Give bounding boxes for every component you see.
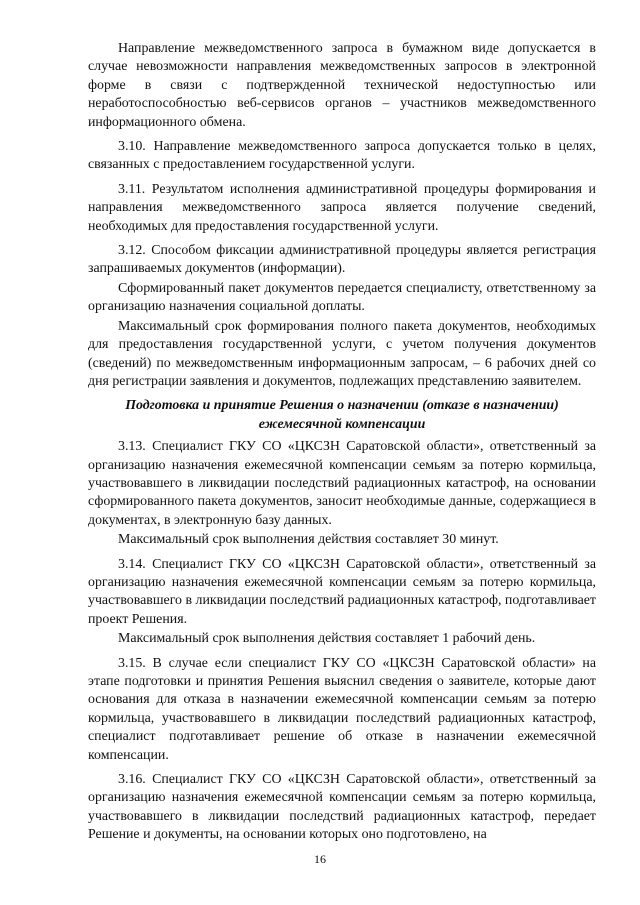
paragraph-3-15: 3.15. В случае если специалист ГКУ СО «ЦКСЗН Саратовской области» на этапе подготовки и принятия Решения выяснил сведения о заявителе, которые дают основания для отказа в назначении ежемесячной компенсации семьям за потерю кормильца, участвовавшего в ликвидации последствий радиационных катастроф, специалист подготавливает решение об отказе в назначении ежемесячной компенсации. (88, 655, 596, 763)
paragraph-max-term-package: Максимальный срок формирования полного пакета документов, необходимых для предоставления государственной услуги, с учетом получения документов (сведений) по межведомственным информационным запросам, – 6 рабочих дней со дня регистрации заявления и документов, подлежащих представлению заявителем. (88, 318, 596, 389)
paragraph-3-14: 3.14. Специалист ГКУ СО «ЦКСЗН Саратовской области», ответственный за организацию назначения ежемесячной компенсации семьям за потерю кормильца, участвовавшего в ликвидации последствий радиационных катастроф, подготавливает проект Решения. (88, 556, 596, 627)
paragraph-3-12: 3.12. Способом фиксации административной процедуры является регистрация запрашиваемых документов (информации). (88, 243, 596, 277)
paragraph-3-11: 3.11. Результатом исполнения административной процедуры формирования и направления межведомственного запроса является получение сведений, необходимых для предоставления государственной услуги. (88, 181, 596, 234)
section-heading: Подготовка и принятие Решения о назначении (отказе в назначении) ежемесячной компенсации (125, 398, 559, 432)
paragraph-3-10: 3.10. Направление межведомственного запроса допускается только в целях, связанных с предоставлением государственной услуги. (88, 139, 596, 173)
paragraph-paper-request: Направление межведомственного запроса в бумажном виде допускается в случае невозможности направления межведомственных запросов в электронной форме в связи с подтвержденной технической недоступностью или неработоспособностью веб-сервисов органов – участников межведомственного информационного обмена. (88, 41, 596, 130)
paragraph-max-term-1-day: Максимальный срок выполнения действия составляет 1 рабочий день. (118, 631, 536, 647)
paragraph-3-16: 3.16. Специалист ГКУ СО «ЦКСЗН Саратовской области», ответственный за организацию назначения ежемесячной компенсации семьям за потерю кормильца, участвовавшего в ликвидации последствий радиационных катастроф, передает Решение и документы, на основании которых оно подготовлено, на (88, 772, 596, 843)
paragraph-max-term-30-min: Максимальный срок выполнения действия составляет 30 минут. (118, 532, 499, 548)
page-number: 16 (314, 852, 326, 866)
paragraph-3-13: 3.13. Специалист ГКУ СО «ЦКСЗН Саратовской области», ответственный за организацию назначения ежемесячной компенсации семьям за потерю кормильца, участвовавшего в ликвидации последствий радиационных катастроф, на основании сформированного пакета документов, заносит необходимые данные, содержащиеся в документах, в электронную базу данных. (88, 439, 596, 528)
paragraph-package-transfer: Сформированный пакет документов передается специалисту, ответственному за организацию назначения социальной доплаты. (88, 280, 596, 315)
